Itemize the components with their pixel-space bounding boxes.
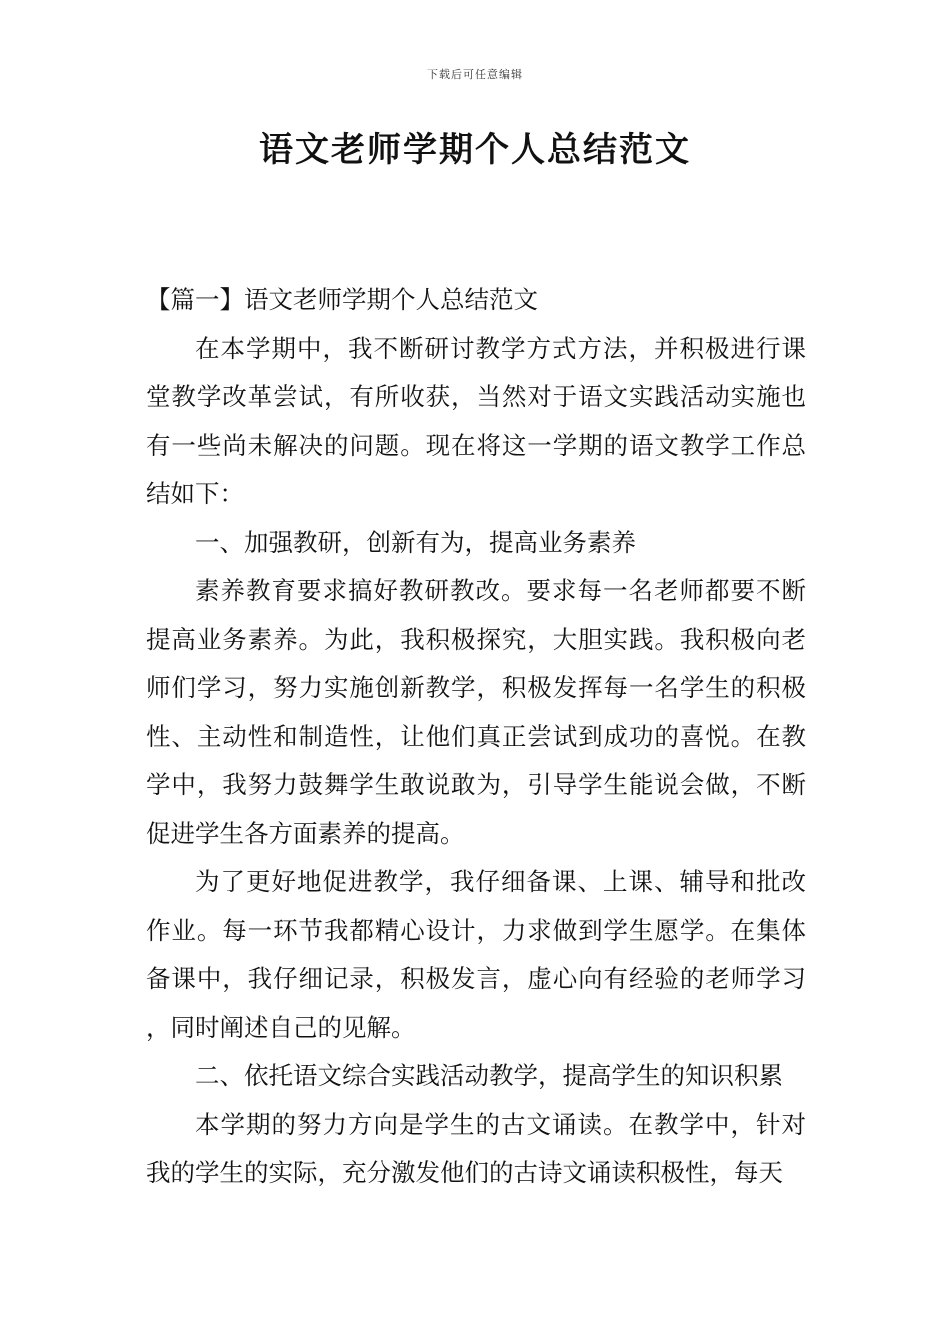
document-body [146, 276, 806, 1198]
document-title: 语文老师学期个人总结范文 [259, 130, 691, 170]
paragraph-teaching-research: 素养教育要求搞好教研教改。要求每一名老师都要不断提高业务素养。为此，我积极探究，大胆实践。我积极向老师们学习，努力实施创新教学，积极发挥每一名学生的积极性、主动性和制造性，让他们真正尝试到成功的喜悦。在教学中，我努力鼓舞学生敢说敢为，引导学生能说会做，不断促进学生各方面素养的提高。 [146, 576, 806, 848]
subheading-two: 二、依托语文综合实践活动教学，提高学生的知识积累 [195, 1061, 783, 1090]
subheading-one: 一、加强教研，创新有为，提高业务素养 [195, 527, 636, 557]
paragraph-intro: 在本学期中，我不断研讨教学方式方法，并积极进行课堂教学改革尝试，有所收获，当然对于语文实践活动实施也有一些尚未解决的问题。现在将这一学期的语文教学工作总结如下： [146, 333, 806, 508]
header-note: 下载后可任意编辑 [427, 68, 523, 81]
section-heading: 【篇一】语文老师学期个人总结范文 [146, 285, 538, 314]
paragraph-lesson-prep: 为了更好地促进教学，我仔细备课、上课、辅导和批改作业。每一环节我都精心设计，力求做到学生愿学。在集体备课中，我仔细记录，积极发言，虚心向有经验的老师学习，同时阐述自己的见解。 [146, 867, 806, 1042]
paragraph-classical-reading: 本学期的努力方向是学生的古文诵读。在教学中，针对我的学生的实际，充分激发他们的古诗文诵读积极性，每天 [146, 1109, 806, 1187]
